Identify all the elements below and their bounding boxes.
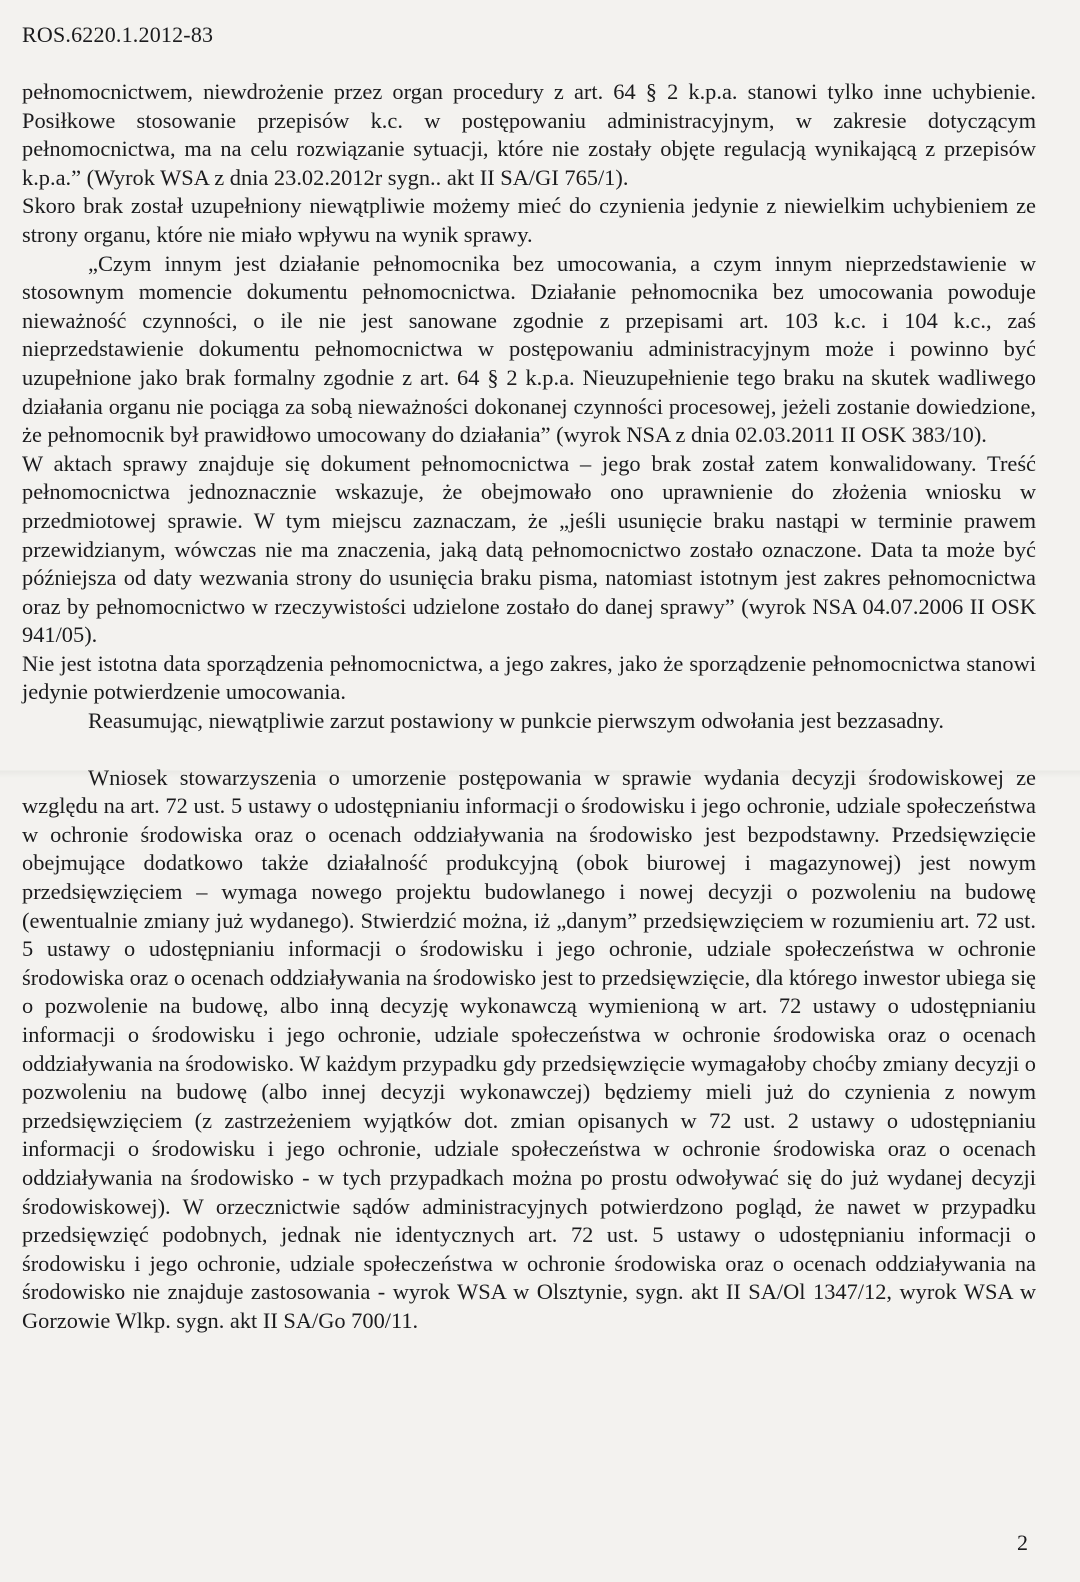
document-body bbox=[22, 78, 1036, 1336]
paragraph-quote-nsa-2011: „Czym innym jest działanie pełnomocnika bez umocowania, a czym innym nieprzedstawienie w stosownym momencie dokumentu pełnomocnictwa. Działanie pełnomocnika bez umocowania powoduje nieważność czynności, o ile nie jest sanowane zgodnie z przepisami art. 103 k.c. i 104 k.c., zaś nieprzedstawienie dokumentu pełnomocnictwa w postępowaniu administracyjnym może i powinno być uzupełnione jako brak formalny zgodnie z art. 64 § 2 k.p.a. Nieuzupełnienie tego braku na skutek wadliwego działania organu nie pociąga za sobą nieważności dokonanej czynności procesowej, jeżeli zostanie dowiedzione, że pełnomocnik był prawidłowo umocowany do działania” (wyrok NSA z dnia 02.03.2011 II OSK 383/10). bbox=[22, 250, 1036, 448]
case-reference: ROS.6220.1.2012-83 bbox=[22, 22, 214, 47]
paragraph-power-of-attorney-file: W aktach sprawy znajduje się dokument pełnomocnictwa – jego brak został zatem konwalidowany. Treść pełnomocnictwa jednoznacznie wskazuje, że obejmowało ono uprawnienie do złożenia wniosku w przedmiotowej sprawie. W tym miejscu zaznaczam, że „jeśli usunięcie braku nastąpi w terminie prawem przewidzianym, wówczas nie ma znaczenia, jaką datą pełnomocnictwo zostało oznaczone. Data ta może być późniejsza od daty wezwania strony do usunięcia braku pisma, natomiast istotnym jest zakres pełnomocnictwa oraz by pełnomocnictwo w rzeczywistości udzielone zostało do danej sprawy” (wyrok NSA 04.07.2006 II OSK 941/05). bbox=[22, 450, 1036, 648]
paragraph-spacer bbox=[22, 736, 1036, 764]
paragraph-association-motion: Wniosek stowarzyszenia o umorzenie postępowania w sprawie wydania decyzji środowiskowej ze względu na art. 72 ust. 5 ustawy o udostępnianiu informacji o środowisku i jego ochronie, udziale społeczeństwa w ochronie środowiska oraz o ocenach oddziaływania na środowisko jest bezpodstawny. Przedsięwzięcie obejmujące dodatkowo także działalność produkcyjną (obok biurowej i magazynowej) jest nowym przedsięwzięciem – wymaga nowego projektu budowlanego i nowej decyzji o pozwoleniu na budowę (ewentualnie zmiany już wydanego). Stwierdzić można, iż „danym” przedsięwzięciem w rozumieniu art. 72 ust. 5 ustawy o udostępnianiu informacji o środowisku i jego ochronie, udziale społeczeństwa w ochronie środowiska oraz o ocenach oddziaływania na środowisko jest to przedsięwzięcie, dla którego inwestor ubiega się o pozwolenie na budowę, albo inną decyzję wykonawczą wymienioną w art. 72 ustawy o udostępnianiu informacji o środowisku i jego ochronie, udziale społeczeństwa w ochronie środowiska oraz o ocenach oddziaływania na środowisko. W każdym przypadku gdy przedsięwzięcie wymagałoby choćby zmiany decyzji o pozwoleniu na budowę (albo innej decyzji wykonawczej) będziemy mieli już do czynienia z nowym przedsięwzięciem (z zastrzeżeniem wyjątków dot. zmian opisanych w 72 ust. 2 ustawy o udostępnianiu informacji o środowisku i jego ochronie, udziale społeczeństwa w ochronie środowiska oraz o ocenach oddziaływania na środowisko - w tych przypadkach można po prostu odwoływać się do już wydanej decyzji środowiskowej). W orzecznictwie sądów administracyjnych potwierdzono pogląd, że nawet w przypadku przedsięwzięć podobnych, jednak nie identycznych art. 72 ust. 5 ustawy o udostępnianiu informacji o środowisku i jego ochronie, udziale społeczeństwa w ochronie środowiska oraz o ocenach oddziaływania na środowisko nie znajduje zastosowania - wyrok WSA w Olsztynie, sygn. akt II SA/Ol 1347/12, wyrok WSA w Gorzowie Wlkp. sygn. akt II SA/Go 700/11. bbox=[22, 764, 1036, 1333]
page-number: 2 bbox=[1017, 1530, 1028, 1555]
paragraph-summary: Reasumując, niewątpliwie zarzut postawiony w punkcie pierwszym odwołania jest bezzasadny. bbox=[88, 708, 944, 734]
paragraph-date-irrelevant: Nie jest istotna data sporządzenia pełnomocnictwa, a jego zakres, jako że sporządzenie pełnomocnictwa stanowi jedynie potwierdzenie umocowania. bbox=[22, 650, 1036, 705]
paragraph-minor-defect: Skoro brak został uzupełniony niewątpliwie możemy mieć do czynienia jedynie z niewielkim uchybieniem ze strony organu, które nie miało wpływu na wynik sprawy. bbox=[22, 193, 1036, 247]
paragraph-continuation: pełnomocnictwem, niewdrożenie przez organ procedury z art. 64 § 2 k.p.a. stanowi tylko inne uchybienie. Posiłkowe stosowanie przepisów k.c. w postępowaniu administracyjnym, w zakresie dotyczącym pełnomocnictwa, ma na celu rozwiązanie sytuacji, które nie zostały objęte regulacją wynikającą z przepisów k.p.a.” (Wyrok WSA z dnia 23.02.2012r sygn.. akt II SA/GI 765/1). bbox=[22, 79, 1036, 190]
